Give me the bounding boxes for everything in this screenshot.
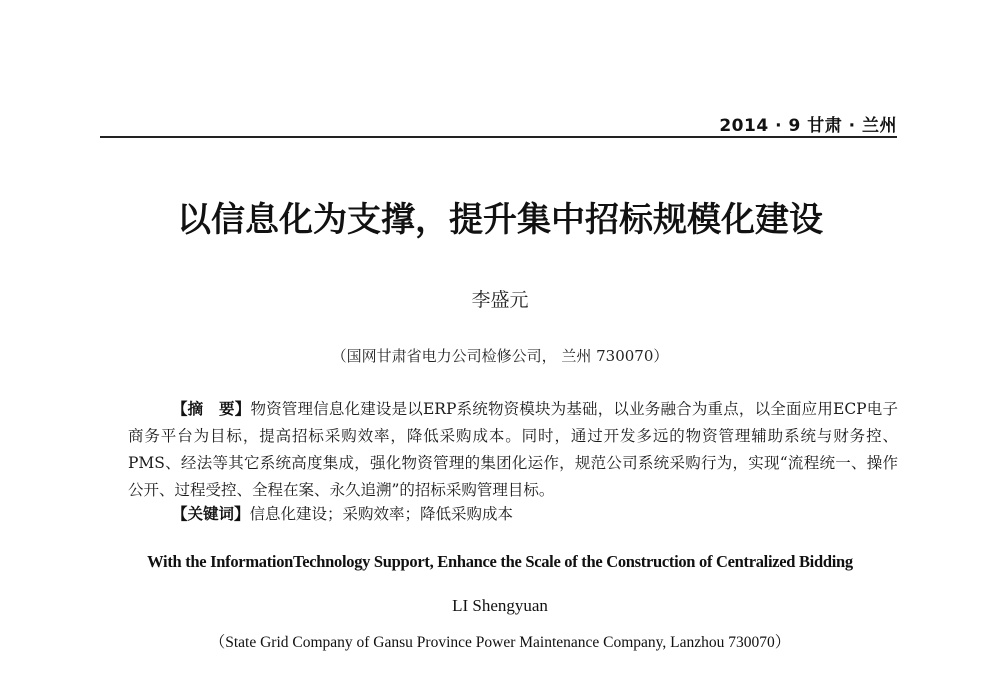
keywords-label: 【关键词】	[172, 505, 250, 523]
affiliation-english: （State Grid Company of Gansu Province Power Maintenance Company, Lanzhou 730070）	[209, 634, 791, 651]
abstract-label: 【摘 要】	[172, 400, 251, 418]
abstract-paragraph	[128, 396, 898, 504]
author-english: LI Shengyuan	[452, 596, 548, 615]
header-date-location: 2014 · 9 甘肃 · 兰州	[719, 116, 897, 136]
paper-title-english: With the InformationTechnology Support, Enhance the Scale of the Construction of Centralized Bidding	[147, 552, 853, 571]
header-divider	[100, 136, 897, 138]
author-chinese: 李盛元	[471, 289, 529, 311]
keywords-text: 信息化建设；采购效率；降低采购成本	[249, 505, 514, 523]
abstract-text: 物资管理信息化建设是以ERP系统物资模块为基础，以业务融合为重点，以全面应用ECP电子商务平台为目标，提高招标采购效率，降低采购成本。同时，通过开发多远的物资管理辅助系统与财务控、PMS、经法等其它系统高度集成，强化物资管理的集团化运作，规范公司系统采购行为，实现“流程统一、操作公开、过程受控、全程在案、永久追溯”的招标采购管理目标。	[128, 400, 898, 499]
paper-title-chinese: 以信息化为支撑，提升集中招标规模化建设	[177, 200, 823, 240]
affiliation-chinese: （国网甘肃省电力公司检修公司， 兰州 730070）	[331, 347, 669, 365]
keywords-paragraph	[172, 501, 872, 528]
